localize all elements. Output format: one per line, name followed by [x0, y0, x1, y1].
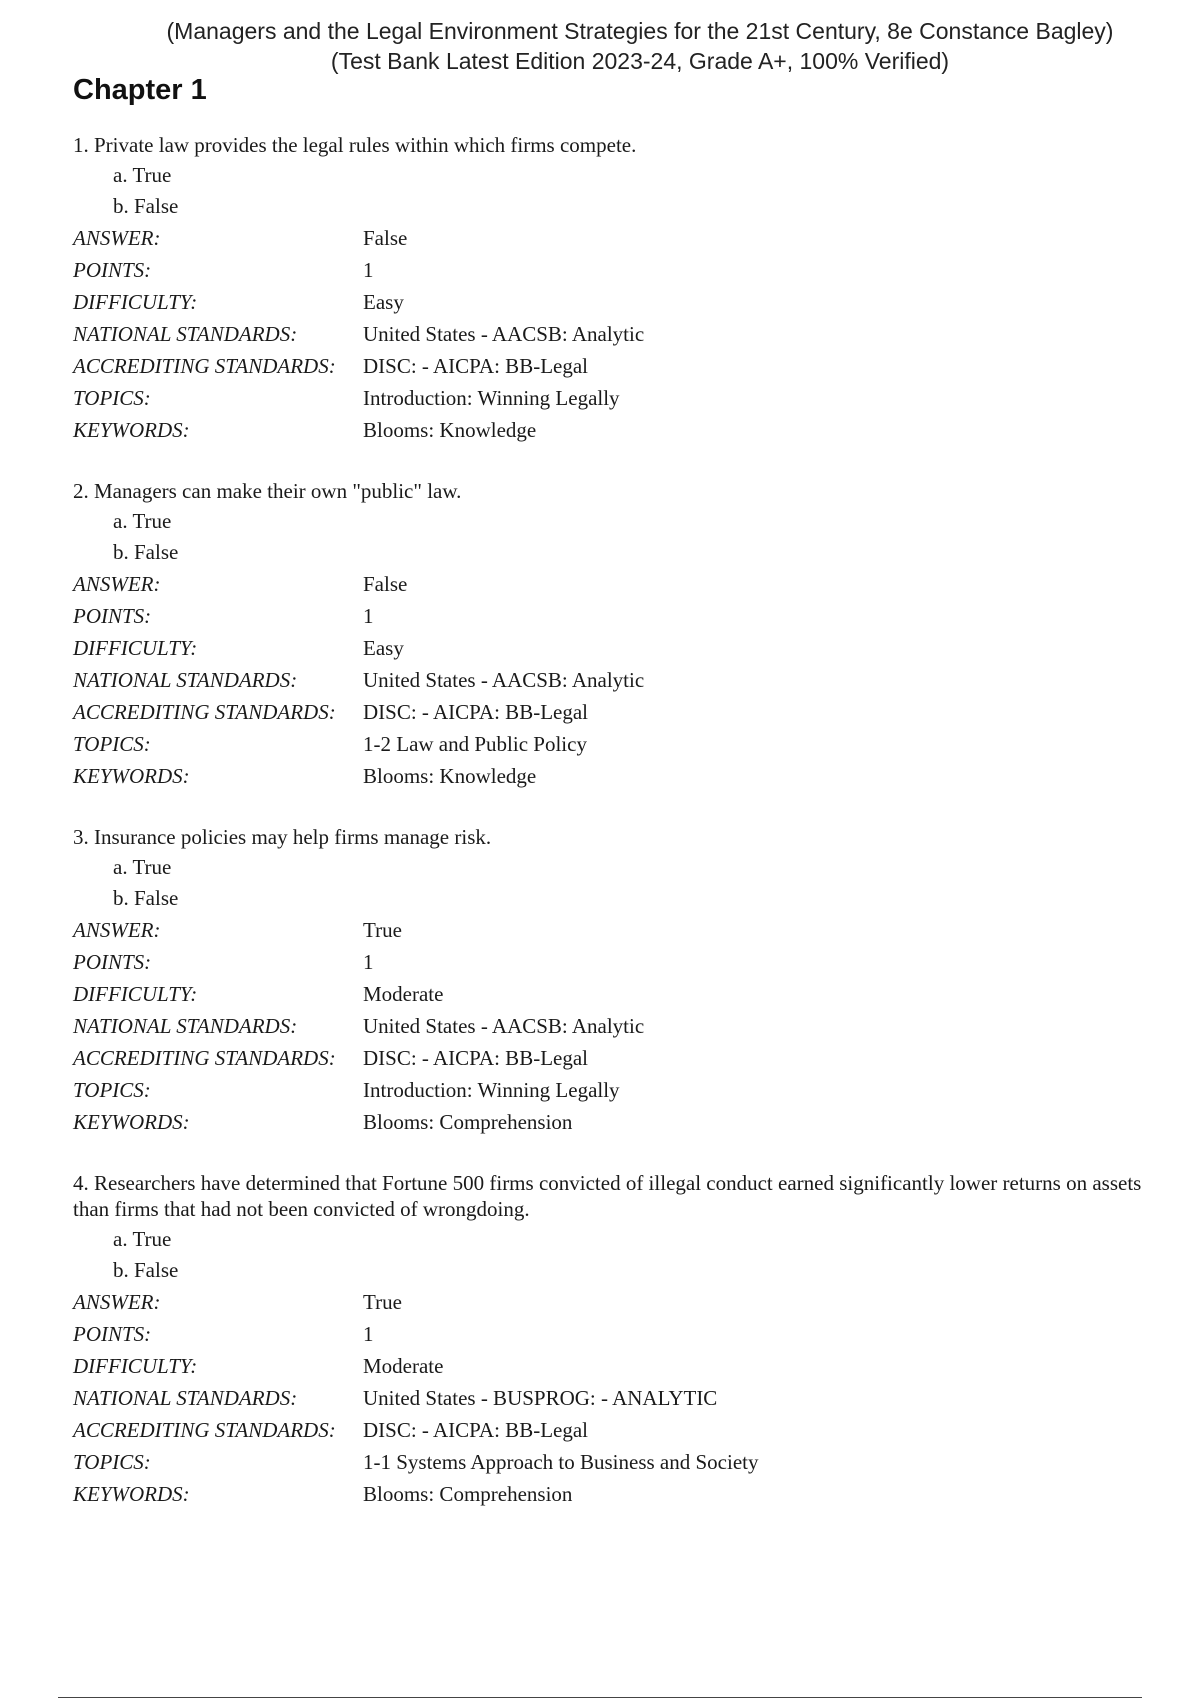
- points-value: 1: [363, 258, 374, 282]
- points-label: POINTS:: [73, 258, 152, 282]
- national-standards-label: NATIONAL STANDARDS:: [73, 1386, 298, 1410]
- difficulty-label: DIFFICULTY:: [73, 982, 198, 1006]
- difficulty-row: [73, 978, 1153, 1010]
- keywords-label: KEYWORDS:: [73, 764, 190, 788]
- national-standards-row: [73, 664, 1153, 696]
- keywords-value: Blooms: Knowledge: [363, 764, 537, 788]
- topics-value: Introduction: Winning Legally: [363, 386, 620, 410]
- topics-value: 1-2 Law and Public Policy: [363, 732, 587, 756]
- keywords-row: [73, 414, 1153, 446]
- option-list: [73, 1224, 1153, 1286]
- points-row: [73, 946, 1153, 978]
- option-list: [73, 506, 1153, 568]
- points-label: POINTS:: [73, 1322, 152, 1346]
- option-b: b. False: [113, 194, 179, 218]
- question-stem: 2. Managers can make their own "public" law.: [73, 479, 462, 503]
- difficulty-row: [73, 1350, 1153, 1382]
- question-stem: 4. Researchers have determined that Fortune 500 firms convicted of illegal conduct earned significantly lower returns on assets than firms that had not been convicted of wrongdoing.: [73, 1171, 1142, 1221]
- topics-row: [73, 1074, 1153, 1106]
- keywords-label: KEYWORDS:: [73, 418, 190, 442]
- topics-value: Introduction: Winning Legally: [363, 1078, 620, 1102]
- accrediting-standards-value: DISC: - AICPA: BB-Legal: [363, 700, 588, 724]
- topics-label: TOPICS:: [73, 386, 151, 410]
- topics-row: [73, 728, 1153, 760]
- option-b: b. False: [113, 1258, 179, 1282]
- national-standards-row: [73, 318, 1153, 350]
- points-row: [73, 254, 1153, 286]
- accrediting-standards-row: [73, 350, 1153, 382]
- option-a: a. True: [113, 1227, 172, 1251]
- difficulty-value: Easy: [363, 290, 404, 314]
- national-standards-value: United States - AACSB: Analytic: [363, 668, 645, 692]
- difficulty-label: DIFFICULTY:: [73, 290, 198, 314]
- points-label: POINTS:: [73, 950, 152, 974]
- keywords-label: KEYWORDS:: [73, 1110, 190, 1134]
- difficulty-value: Moderate: [363, 982, 444, 1006]
- option-list: [73, 160, 1153, 222]
- option-a: a. True: [113, 509, 172, 533]
- topics-value: 1-1 Systems Approach to Business and Society: [363, 1450, 759, 1474]
- answer-value: False: [363, 226, 408, 250]
- national-standards-label: NATIONAL STANDARDS:: [73, 322, 298, 346]
- accrediting-standards-row: [73, 696, 1153, 728]
- accrediting-standards-value: DISC: - AICPA: BB-Legal: [363, 1046, 588, 1070]
- option-b: b. False: [113, 540, 179, 564]
- topics-label: TOPICS:: [73, 1078, 151, 1102]
- difficulty-row: [73, 632, 1153, 664]
- accrediting-standards-label: ACCREDITING STANDARDS:: [73, 1418, 336, 1442]
- option-list: [73, 852, 1153, 914]
- question-list: [73, 132, 1153, 1542]
- question-item: [73, 1170, 1153, 1510]
- difficulty-value: Moderate: [363, 1354, 444, 1378]
- answer-row: [73, 568, 1153, 600]
- points-value: 1: [363, 604, 374, 628]
- topics-label: TOPICS:: [73, 732, 151, 756]
- answer-value: False: [363, 572, 408, 596]
- keywords-value: Blooms: Comprehension: [363, 1482, 573, 1506]
- answer-label: ANSWER:: [73, 572, 161, 596]
- difficulty-value: Easy: [363, 636, 404, 660]
- national-standards-value: United States - AACSB: Analytic: [363, 1014, 645, 1038]
- national-standards-value: United States - BUSPROG: - ANALYTIC: [363, 1386, 718, 1410]
- header-line-2: (Test Bank Latest Edition 2023-24, Grade A+, 100% Verified): [330, 48, 950, 74]
- accrediting-standards-value: DISC: - AICPA: BB-Legal: [363, 354, 588, 378]
- national-standards-label: NATIONAL STANDARDS:: [73, 1014, 298, 1038]
- answer-row: [73, 222, 1153, 254]
- answer-row: [73, 914, 1153, 946]
- keywords-row: [73, 1106, 1153, 1138]
- keywords-row: [73, 760, 1153, 792]
- option-a: a. True: [113, 855, 172, 879]
- topics-row: [73, 382, 1153, 414]
- points-label: POINTS:: [73, 604, 152, 628]
- option-b: b. False: [113, 886, 179, 910]
- question-item: [73, 132, 1153, 446]
- question-stem: 3. Insurance policies may help firms manage risk.: [73, 825, 492, 849]
- difficulty-label: DIFFICULTY:: [73, 1354, 198, 1378]
- points-value: 1: [363, 1322, 374, 1346]
- keywords-row: [73, 1478, 1153, 1510]
- keywords-label: KEYWORDS:: [73, 1482, 190, 1506]
- footer-divider: [58, 1697, 1142, 1698]
- answer-label: ANSWER:: [73, 918, 161, 942]
- national-standards-value: United States - AACSB: Analytic: [363, 322, 645, 346]
- accrediting-standards-row: [73, 1414, 1153, 1446]
- header-line-1: (Managers and the Legal Environment Strategies for the 21st Century, 8e Constance Bagley): [166, 18, 1114, 44]
- points-value: 1: [363, 950, 374, 974]
- topics-label: TOPICS:: [73, 1450, 151, 1474]
- document-header: [120, 16, 1160, 76]
- accrediting-standards-value: DISC: - AICPA: BB-Legal: [363, 1418, 588, 1442]
- accrediting-standards-label: ACCREDITING STANDARDS:: [73, 1046, 336, 1070]
- national-standards-row: [73, 1382, 1153, 1414]
- answer-row: [73, 1286, 1153, 1318]
- accrediting-standards-label: ACCREDITING STANDARDS:: [73, 700, 336, 724]
- option-a: a. True: [113, 163, 172, 187]
- keywords-value: Blooms: Comprehension: [363, 1110, 573, 1134]
- answer-value: True: [363, 918, 402, 942]
- answer-label: ANSWER:: [73, 1290, 161, 1314]
- difficulty-row: [73, 286, 1153, 318]
- question-item: [73, 824, 1153, 1138]
- keywords-value: Blooms: Knowledge: [363, 418, 537, 442]
- chapter-title: Chapter 1: [73, 74, 207, 106]
- accrediting-standards-row: [73, 1042, 1153, 1074]
- points-row: [73, 1318, 1153, 1350]
- national-standards-row: [73, 1010, 1153, 1042]
- points-row: [73, 600, 1153, 632]
- difficulty-label: DIFFICULTY:: [73, 636, 198, 660]
- question-stem: 1. Private law provides the legal rules within which firms compete.: [73, 133, 637, 157]
- question-item: [73, 478, 1153, 792]
- topics-row: [73, 1446, 1153, 1478]
- accrediting-standards-label: ACCREDITING STANDARDS:: [73, 354, 336, 378]
- national-standards-label: NATIONAL STANDARDS:: [73, 668, 298, 692]
- answer-label: ANSWER:: [73, 226, 161, 250]
- answer-value: True: [363, 1290, 402, 1314]
